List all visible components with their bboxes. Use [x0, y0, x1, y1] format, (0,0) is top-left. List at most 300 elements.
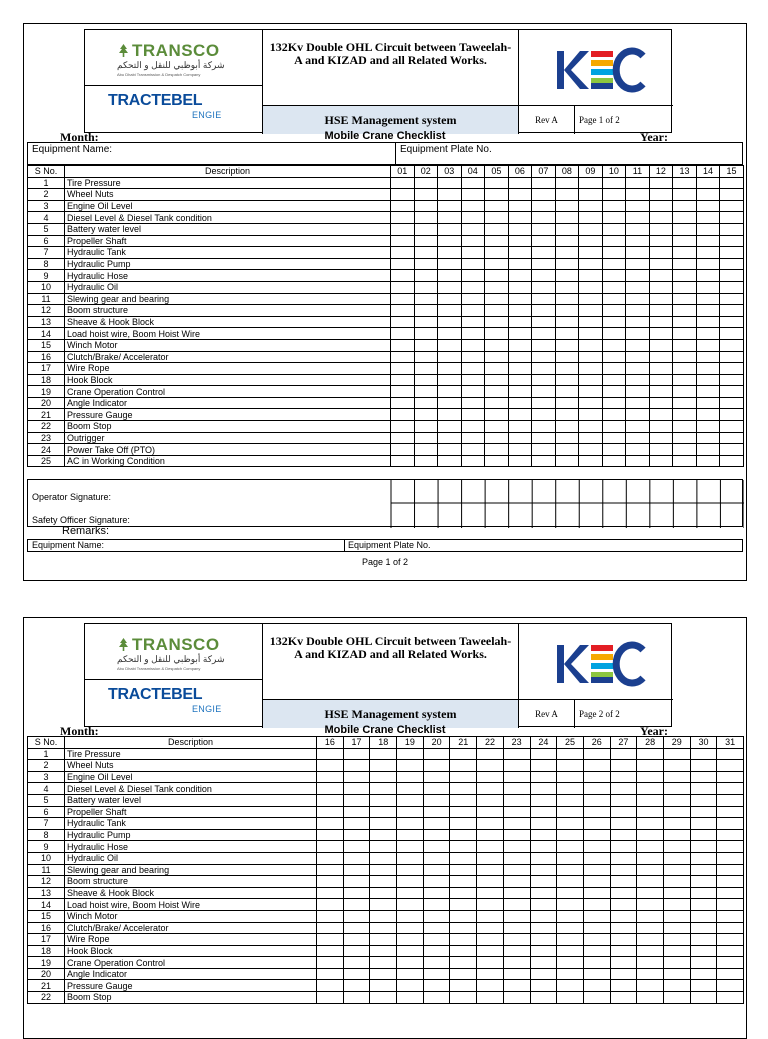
check-cell-day-07[interactable]	[532, 444, 556, 456]
check-cell-day-06[interactable]	[508, 305, 532, 317]
check-cell-day-10[interactable]	[602, 386, 626, 398]
check-cell-day-15[interactable]	[720, 455, 744, 467]
check-cell-day-01[interactable]	[391, 328, 415, 340]
check-cell-day-29[interactable]	[663, 829, 690, 841]
check-cell-day-22[interactable]	[477, 748, 504, 760]
check-cell-day-10[interactable]	[602, 212, 626, 224]
check-cell-day-22[interactable]	[477, 899, 504, 911]
check-cell-day-01[interactable]	[391, 339, 415, 351]
check-cell-day-28[interactable]	[637, 887, 664, 899]
check-cell-day-09[interactable]	[579, 328, 603, 340]
check-cell-day-21[interactable]	[450, 771, 477, 783]
check-cell-day-16[interactable]	[317, 806, 344, 818]
check-cell-day-19[interactable]	[397, 841, 424, 853]
check-cell-day-14[interactable]	[696, 397, 720, 409]
check-cell-day-13[interactable]	[673, 235, 697, 247]
check-cell-day-24[interactable]	[530, 934, 557, 946]
check-cell-day-03[interactable]	[438, 432, 462, 444]
check-cell-day-04[interactable]	[461, 351, 485, 363]
check-cell-day-25[interactable]	[557, 806, 584, 818]
check-cell-day-31[interactable]	[717, 910, 744, 922]
check-cell-day-30[interactable]	[690, 992, 717, 1004]
check-cell-day-06[interactable]	[508, 397, 532, 409]
check-cell-day-10[interactable]	[602, 293, 626, 305]
check-cell-day-02[interactable]	[414, 258, 438, 270]
check-cell-day-30[interactable]	[690, 841, 717, 853]
check-cell-day-27[interactable]	[610, 899, 637, 911]
check-cell-day-21[interactable]	[450, 818, 477, 830]
check-cell-day-14[interactable]	[696, 339, 720, 351]
check-cell-day-25[interactable]	[557, 748, 584, 760]
check-cell-day-21[interactable]	[450, 968, 477, 980]
check-cell-day-11[interactable]	[626, 200, 650, 212]
check-cell-day-09[interactable]	[579, 200, 603, 212]
check-cell-day-20[interactable]	[423, 818, 450, 830]
check-cell-day-16[interactable]	[317, 945, 344, 957]
check-cell-day-02[interactable]	[414, 328, 438, 340]
check-cell-day-11[interactable]	[626, 328, 650, 340]
check-cell-day-19[interactable]	[397, 852, 424, 864]
check-cell-day-18[interactable]	[370, 992, 397, 1004]
check-cell-day-17[interactable]	[343, 945, 370, 957]
check-cell-day-13[interactable]	[673, 200, 697, 212]
check-cell-day-19[interactable]	[397, 760, 424, 772]
check-cell-day-27[interactable]	[610, 829, 637, 841]
check-cell-day-23[interactable]	[503, 794, 530, 806]
check-cell-day-09[interactable]	[579, 305, 603, 317]
check-cell-day-27[interactable]	[610, 852, 637, 864]
check-cell-day-04[interactable]	[461, 223, 485, 235]
check-cell-day-18[interactable]	[370, 922, 397, 934]
check-cell-day-10[interactable]	[602, 363, 626, 375]
check-cell-day-25[interactable]	[557, 887, 584, 899]
check-cell-day-31[interactable]	[717, 945, 744, 957]
check-cell-day-16[interactable]	[317, 910, 344, 922]
check-cell-day-11[interactable]	[626, 270, 650, 282]
check-cell-day-07[interactable]	[532, 351, 556, 363]
check-cell-day-08[interactable]	[555, 316, 579, 328]
check-cell-day-12[interactable]	[649, 432, 673, 444]
check-cell-day-07[interactable]	[532, 212, 556, 224]
check-cell-day-23[interactable]	[503, 771, 530, 783]
check-cell-day-22[interactable]	[477, 887, 504, 899]
check-cell-day-08[interactable]	[555, 363, 579, 375]
check-cell-day-04[interactable]	[461, 328, 485, 340]
check-cell-day-29[interactable]	[663, 899, 690, 911]
check-cell-day-30[interactable]	[690, 864, 717, 876]
check-cell-day-18[interactable]	[370, 794, 397, 806]
check-cell-day-08[interactable]	[555, 293, 579, 305]
check-cell-day-22[interactable]	[477, 818, 504, 830]
check-cell-day-21[interactable]	[450, 783, 477, 795]
check-cell-day-22[interactable]	[477, 841, 504, 853]
check-cell-day-11[interactable]	[626, 189, 650, 201]
check-cell-day-06[interactable]	[508, 386, 532, 398]
check-cell-day-19[interactable]	[397, 968, 424, 980]
check-cell-day-25[interactable]	[557, 980, 584, 992]
check-cell-day-14[interactable]	[696, 455, 720, 467]
check-cell-day-28[interactable]	[637, 806, 664, 818]
check-cell-day-26[interactable]	[583, 992, 610, 1004]
check-cell-day-11[interactable]	[626, 386, 650, 398]
check-cell-day-27[interactable]	[610, 876, 637, 888]
check-cell-day-16[interactable]	[317, 760, 344, 772]
check-cell-day-22[interactable]	[477, 864, 504, 876]
check-cell-day-22[interactable]	[477, 783, 504, 795]
check-cell-day-13[interactable]	[673, 316, 697, 328]
check-cell-day-29[interactable]	[663, 852, 690, 864]
check-cell-day-05[interactable]	[485, 386, 509, 398]
check-cell-day-30[interactable]	[690, 968, 717, 980]
check-cell-day-02[interactable]	[414, 409, 438, 421]
check-cell-day-24[interactable]	[530, 899, 557, 911]
check-cell-day-02[interactable]	[414, 223, 438, 235]
check-cell-day-06[interactable]	[508, 281, 532, 293]
check-cell-day-04[interactable]	[461, 247, 485, 259]
check-cell-day-29[interactable]	[663, 980, 690, 992]
check-cell-day-07[interactable]	[532, 305, 556, 317]
check-cell-day-24[interactable]	[530, 852, 557, 864]
check-cell-day-24[interactable]	[530, 771, 557, 783]
check-cell-day-10[interactable]	[602, 270, 626, 282]
check-cell-day-13[interactable]	[673, 223, 697, 235]
check-cell-day-26[interactable]	[583, 934, 610, 946]
check-cell-day-18[interactable]	[370, 829, 397, 841]
check-cell-day-21[interactable]	[450, 841, 477, 853]
check-cell-day-03[interactable]	[438, 409, 462, 421]
check-cell-day-01[interactable]	[391, 351, 415, 363]
check-cell-day-23[interactable]	[503, 945, 530, 957]
check-cell-day-05[interactable]	[485, 177, 509, 189]
check-cell-day-10[interactable]	[602, 223, 626, 235]
check-cell-day-16[interactable]	[317, 771, 344, 783]
check-cell-day-23[interactable]	[503, 957, 530, 969]
check-cell-day-24[interactable]	[530, 876, 557, 888]
check-cell-day-09[interactable]	[579, 455, 603, 467]
check-cell-day-29[interactable]	[663, 934, 690, 946]
check-cell-day-04[interactable]	[461, 270, 485, 282]
check-cell-day-15[interactable]	[720, 374, 744, 386]
check-cell-day-08[interactable]	[555, 177, 579, 189]
check-cell-day-10[interactable]	[602, 432, 626, 444]
check-cell-day-20[interactable]	[423, 980, 450, 992]
check-cell-day-24[interactable]	[530, 992, 557, 1004]
check-cell-day-21[interactable]	[450, 760, 477, 772]
check-cell-day-15[interactable]	[720, 235, 744, 247]
check-cell-day-27[interactable]	[610, 992, 637, 1004]
check-cell-day-27[interactable]	[610, 945, 637, 957]
check-cell-day-08[interactable]	[555, 281, 579, 293]
check-cell-day-24[interactable]	[530, 910, 557, 922]
check-cell-day-13[interactable]	[673, 177, 697, 189]
check-cell-day-22[interactable]	[477, 992, 504, 1004]
check-cell-day-22[interactable]	[477, 794, 504, 806]
check-cell-day-04[interactable]	[461, 235, 485, 247]
check-cell-day-08[interactable]	[555, 212, 579, 224]
check-cell-day-05[interactable]	[485, 305, 509, 317]
check-cell-day-16[interactable]	[317, 783, 344, 795]
check-cell-day-26[interactable]	[583, 783, 610, 795]
check-cell-day-22[interactable]	[477, 829, 504, 841]
check-cell-day-14[interactable]	[696, 247, 720, 259]
check-cell-day-19[interactable]	[397, 945, 424, 957]
check-cell-day-19[interactable]	[397, 910, 424, 922]
check-cell-day-02[interactable]	[414, 200, 438, 212]
check-cell-day-06[interactable]	[508, 432, 532, 444]
check-cell-day-09[interactable]	[579, 177, 603, 189]
check-cell-day-07[interactable]	[532, 177, 556, 189]
check-cell-day-15[interactable]	[720, 305, 744, 317]
check-cell-day-29[interactable]	[663, 771, 690, 783]
check-cell-day-07[interactable]	[532, 258, 556, 270]
check-cell-day-04[interactable]	[461, 386, 485, 398]
check-cell-day-08[interactable]	[555, 432, 579, 444]
check-cell-day-18[interactable]	[370, 748, 397, 760]
check-cell-day-30[interactable]	[690, 922, 717, 934]
check-cell-day-14[interactable]	[696, 409, 720, 421]
check-cell-day-14[interactable]	[696, 328, 720, 340]
check-cell-day-25[interactable]	[557, 771, 584, 783]
check-cell-day-07[interactable]	[532, 316, 556, 328]
check-cell-day-09[interactable]	[579, 189, 603, 201]
check-cell-day-26[interactable]	[583, 852, 610, 864]
check-cell-day-22[interactable]	[477, 806, 504, 818]
check-cell-day-23[interactable]	[503, 992, 530, 1004]
check-cell-day-30[interactable]	[690, 748, 717, 760]
check-cell-day-12[interactable]	[649, 177, 673, 189]
check-cell-day-21[interactable]	[450, 910, 477, 922]
check-cell-day-22[interactable]	[477, 957, 504, 969]
check-cell-day-26[interactable]	[583, 818, 610, 830]
check-cell-day-28[interactable]	[637, 957, 664, 969]
check-cell-day-24[interactable]	[530, 783, 557, 795]
check-cell-day-14[interactable]	[696, 432, 720, 444]
check-cell-day-15[interactable]	[720, 432, 744, 444]
check-cell-day-28[interactable]	[637, 760, 664, 772]
check-cell-day-16[interactable]	[317, 922, 344, 934]
check-cell-day-04[interactable]	[461, 363, 485, 375]
check-cell-day-23[interactable]	[503, 899, 530, 911]
check-cell-day-12[interactable]	[649, 397, 673, 409]
check-cell-day-12[interactable]	[649, 339, 673, 351]
check-cell-day-07[interactable]	[532, 293, 556, 305]
check-cell-day-05[interactable]	[485, 212, 509, 224]
check-cell-day-12[interactable]	[649, 351, 673, 363]
check-cell-day-27[interactable]	[610, 968, 637, 980]
check-cell-day-15[interactable]	[720, 212, 744, 224]
check-cell-day-02[interactable]	[414, 374, 438, 386]
check-cell-day-28[interactable]	[637, 841, 664, 853]
check-cell-day-26[interactable]	[583, 910, 610, 922]
check-cell-day-28[interactable]	[637, 771, 664, 783]
check-cell-day-21[interactable]	[450, 992, 477, 1004]
check-cell-day-20[interactable]	[423, 794, 450, 806]
check-cell-day-29[interactable]	[663, 794, 690, 806]
check-cell-day-16[interactable]	[317, 887, 344, 899]
check-cell-day-05[interactable]	[485, 374, 509, 386]
check-cell-day-03[interactable]	[438, 189, 462, 201]
check-cell-day-28[interactable]	[637, 922, 664, 934]
check-cell-day-26[interactable]	[583, 760, 610, 772]
check-cell-day-30[interactable]	[690, 771, 717, 783]
check-cell-day-24[interactable]	[530, 980, 557, 992]
check-cell-day-04[interactable]	[461, 200, 485, 212]
check-cell-day-07[interactable]	[532, 328, 556, 340]
check-cell-day-29[interactable]	[663, 992, 690, 1004]
check-cell-day-06[interactable]	[508, 177, 532, 189]
check-cell-day-07[interactable]	[532, 339, 556, 351]
check-cell-day-12[interactable]	[649, 212, 673, 224]
check-cell-day-21[interactable]	[450, 945, 477, 957]
check-cell-day-05[interactable]	[485, 421, 509, 433]
check-cell-day-11[interactable]	[626, 409, 650, 421]
check-cell-day-18[interactable]	[370, 957, 397, 969]
check-cell-day-28[interactable]	[637, 899, 664, 911]
check-cell-day-14[interactable]	[696, 444, 720, 456]
check-cell-day-14[interactable]	[696, 177, 720, 189]
check-cell-day-03[interactable]	[438, 339, 462, 351]
check-cell-day-18[interactable]	[370, 852, 397, 864]
check-cell-day-11[interactable]	[626, 455, 650, 467]
check-cell-day-30[interactable]	[690, 760, 717, 772]
check-cell-day-20[interactable]	[423, 992, 450, 1004]
check-cell-day-11[interactable]	[626, 363, 650, 375]
check-cell-day-10[interactable]	[602, 455, 626, 467]
check-cell-day-04[interactable]	[461, 444, 485, 456]
check-cell-day-26[interactable]	[583, 806, 610, 818]
check-cell-day-02[interactable]	[414, 247, 438, 259]
check-cell-day-20[interactable]	[423, 852, 450, 864]
check-cell-day-29[interactable]	[663, 783, 690, 795]
check-cell-day-04[interactable]	[461, 281, 485, 293]
check-cell-day-22[interactable]	[477, 876, 504, 888]
check-cell-day-11[interactable]	[626, 432, 650, 444]
check-cell-day-30[interactable]	[690, 818, 717, 830]
check-cell-day-28[interactable]	[637, 818, 664, 830]
check-cell-day-20[interactable]	[423, 910, 450, 922]
check-cell-day-20[interactable]	[423, 887, 450, 899]
check-cell-day-07[interactable]	[532, 363, 556, 375]
check-cell-day-22[interactable]	[477, 771, 504, 783]
check-cell-day-07[interactable]	[532, 374, 556, 386]
check-cell-day-25[interactable]	[557, 957, 584, 969]
check-cell-day-24[interactable]	[530, 806, 557, 818]
check-cell-day-05[interactable]	[485, 293, 509, 305]
check-cell-day-07[interactable]	[532, 270, 556, 282]
check-cell-day-29[interactable]	[663, 760, 690, 772]
check-cell-day-19[interactable]	[397, 771, 424, 783]
check-cell-day-04[interactable]	[461, 177, 485, 189]
check-cell-day-24[interactable]	[530, 887, 557, 899]
check-cell-day-05[interactable]	[485, 316, 509, 328]
check-cell-day-04[interactable]	[461, 305, 485, 317]
check-cell-day-15[interactable]	[720, 281, 744, 293]
check-cell-day-17[interactable]	[343, 806, 370, 818]
check-cell-day-14[interactable]	[696, 235, 720, 247]
check-cell-day-21[interactable]	[450, 899, 477, 911]
check-cell-day-21[interactable]	[450, 852, 477, 864]
check-cell-day-31[interactable]	[717, 922, 744, 934]
check-cell-day-23[interactable]	[503, 818, 530, 830]
check-cell-day-02[interactable]	[414, 386, 438, 398]
check-cell-day-30[interactable]	[690, 899, 717, 911]
check-cell-day-15[interactable]	[720, 444, 744, 456]
check-cell-day-19[interactable]	[397, 829, 424, 841]
check-cell-day-28[interactable]	[637, 968, 664, 980]
check-cell-day-26[interactable]	[583, 771, 610, 783]
check-cell-day-10[interactable]	[602, 409, 626, 421]
check-cell-day-26[interactable]	[583, 945, 610, 957]
check-cell-day-18[interactable]	[370, 818, 397, 830]
check-cell-day-26[interactable]	[583, 829, 610, 841]
check-cell-day-10[interactable]	[602, 247, 626, 259]
check-cell-day-15[interactable]	[720, 386, 744, 398]
check-cell-day-10[interactable]	[602, 339, 626, 351]
check-cell-day-29[interactable]	[663, 818, 690, 830]
check-cell-day-14[interactable]	[696, 386, 720, 398]
check-cell-day-04[interactable]	[461, 409, 485, 421]
check-cell-day-21[interactable]	[450, 806, 477, 818]
check-cell-day-13[interactable]	[673, 351, 697, 363]
check-cell-day-13[interactable]	[673, 432, 697, 444]
check-cell-day-05[interactable]	[485, 223, 509, 235]
check-cell-day-15[interactable]	[720, 189, 744, 201]
check-cell-day-19[interactable]	[397, 783, 424, 795]
check-cell-day-01[interactable]	[391, 432, 415, 444]
check-cell-day-23[interactable]	[503, 841, 530, 853]
check-cell-day-10[interactable]	[602, 281, 626, 293]
check-cell-day-07[interactable]	[532, 247, 556, 259]
check-cell-day-25[interactable]	[557, 922, 584, 934]
check-cell-day-12[interactable]	[649, 223, 673, 235]
check-cell-day-03[interactable]	[438, 455, 462, 467]
check-cell-day-09[interactable]	[579, 316, 603, 328]
check-cell-day-24[interactable]	[530, 794, 557, 806]
check-cell-day-15[interactable]	[720, 258, 744, 270]
check-cell-day-20[interactable]	[423, 876, 450, 888]
check-cell-day-24[interactable]	[530, 922, 557, 934]
check-cell-day-20[interactable]	[423, 760, 450, 772]
check-cell-day-27[interactable]	[610, 818, 637, 830]
check-cell-day-10[interactable]	[602, 351, 626, 363]
check-cell-day-08[interactable]	[555, 455, 579, 467]
check-cell-day-23[interactable]	[503, 852, 530, 864]
check-cell-day-03[interactable]	[438, 212, 462, 224]
check-cell-day-31[interactable]	[717, 992, 744, 1004]
check-cell-day-04[interactable]	[461, 421, 485, 433]
check-cell-day-22[interactable]	[477, 922, 504, 934]
check-cell-day-11[interactable]	[626, 281, 650, 293]
check-cell-day-21[interactable]	[450, 957, 477, 969]
check-cell-day-15[interactable]	[720, 397, 744, 409]
check-cell-day-30[interactable]	[690, 794, 717, 806]
check-cell-day-31[interactable]	[717, 841, 744, 853]
check-cell-day-10[interactable]	[602, 258, 626, 270]
check-cell-day-22[interactable]	[477, 910, 504, 922]
check-cell-day-27[interactable]	[610, 771, 637, 783]
check-cell-day-24[interactable]	[530, 864, 557, 876]
check-cell-day-09[interactable]	[579, 339, 603, 351]
check-cell-day-12[interactable]	[649, 316, 673, 328]
check-cell-day-06[interactable]	[508, 200, 532, 212]
check-cell-day-07[interactable]	[532, 432, 556, 444]
check-cell-day-02[interactable]	[414, 432, 438, 444]
check-cell-day-02[interactable]	[414, 421, 438, 433]
check-cell-day-31[interactable]	[717, 968, 744, 980]
check-cell-day-06[interactable]	[508, 270, 532, 282]
check-cell-day-14[interactable]	[696, 421, 720, 433]
check-cell-day-17[interactable]	[343, 922, 370, 934]
